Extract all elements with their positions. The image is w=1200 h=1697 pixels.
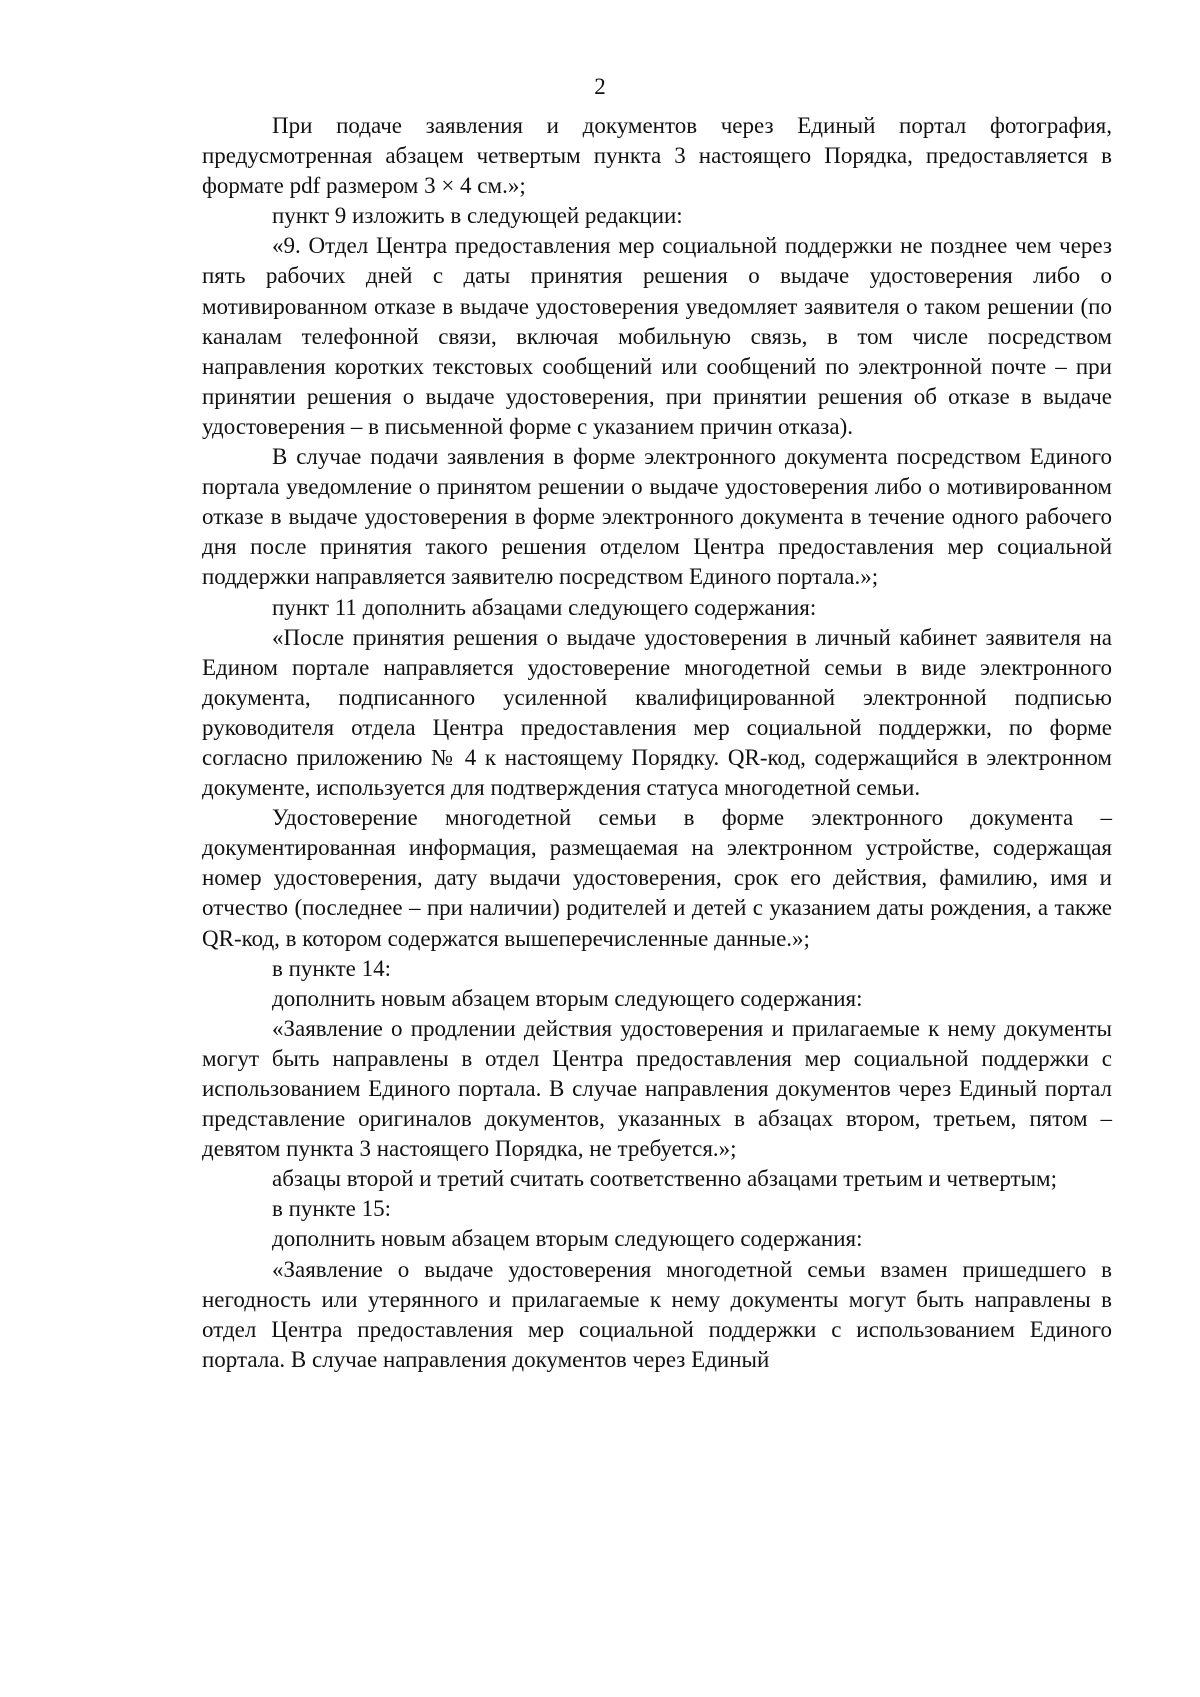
- paragraph: дополнить новым абзацем вторым следующего содержания:: [272, 985, 863, 1011]
- paragraph: пункт 11 дополнить абзацами следующего содержания:: [272, 594, 817, 620]
- paragraph: «После принятия решения о выдаче удостоверения в личный кабинет заявителя на Едином портале направляется удостоверение многодетной семьи в виде электронного документа, подписанного усиленной квалифицированной электронной подписью руководителя отдела Центра предоставления мер социальной поддержки, по форме согласно приложению № 4 к настоящему Порядку. QR-код, содержащийся в электронном документе, используется для подтверждения статуса многодетной семьи.: [202, 624, 1112, 801]
- paragraph: «9. Отдел Центра предоставления мер социальной поддержки не позднее чем через пять рабочих дней с даты принятия решения о выдаче удостоверения либо о мотивированном отказе в выдаче удостоверения уведомляет заявителя о таком решении (по каналам телефонной связи, включая мобильную связь, в том числе посредством направления коротких текстовых сообщений или сообщений по электронной почте – при принятии решения о выдаче удостоверения, при принятии решения об отказе в выдаче удостоверения – в письменной форме с указанием причин отказа).: [202, 233, 1112, 439]
- paragraph: Удостоверение многодетной семьи в форме электронного документа – документированная информация, размещаемая на электронном устройстве, содержащая номер удостоверения, дату выдачи удостоверения, срок его действия, фамилию, имя и отчество (последнее – при наличии) родителей и детей с указанием даты рождения, а также QR-код, в котором содержатся вышеперечисленные данные.»;: [202, 805, 1112, 951]
- page-number: 2: [594, 74, 606, 99]
- paragraph: дополнить новым абзацем вторым следующего содержания:: [272, 1226, 863, 1252]
- paragraph: «Заявление о продлении действия удостоверения и прилагаемые к нему документы могут быть направлены в отдел Центра предоставления мер социальной поддержки с использованием Единого портала. В случае направления документов через Единый портал представление оригиналов документов, указанных в абзацах втором, третьем, пятом – девятом пункта 3 настоящего Порядка, не требуется.»;: [202, 1015, 1112, 1162]
- paragraph: При подаче заявления и документов через Единый портал фотография, предусмотренная абзацем четвертым пункта 3 настоящего Порядка, предоставляется в формате pdf размером 3 × 4 см.»;: [202, 113, 1112, 199]
- paragraph: абзацы второй и третий считать соответственно абзацами третьим и четвертым;: [272, 1166, 1057, 1192]
- paragraph: в пункте 14:: [272, 955, 391, 981]
- paragraph: В случае подачи заявления в форме электронного документа посредством Единого портала уведомление о принятом решении о выдаче удостоверения либо о мотивированном отказе в выдаче удостоверения в форме электронного документа в течение одного рабочего дня после принятия такого решения отделом Центра предоставления мер социальной поддержки направляется заявителю посредством Единого портала.»;: [202, 444, 1112, 590]
- paragraph: пункт 9 изложить в следующей редакции:: [272, 203, 683, 229]
- document-body: [202, 111, 1112, 1375]
- paragraph: в пункте 15:: [272, 1196, 391, 1222]
- paragraph: «Заявление о выдаче удостоверения многодетной семьи взамен пришедшего в негодность или утерянного и прилагаемые к нему документы могут быть направлены в отдел Центра предоставления мер социальной поддержки с использованием Единого портала. В случае направления документов через Единый: [202, 1256, 1112, 1372]
